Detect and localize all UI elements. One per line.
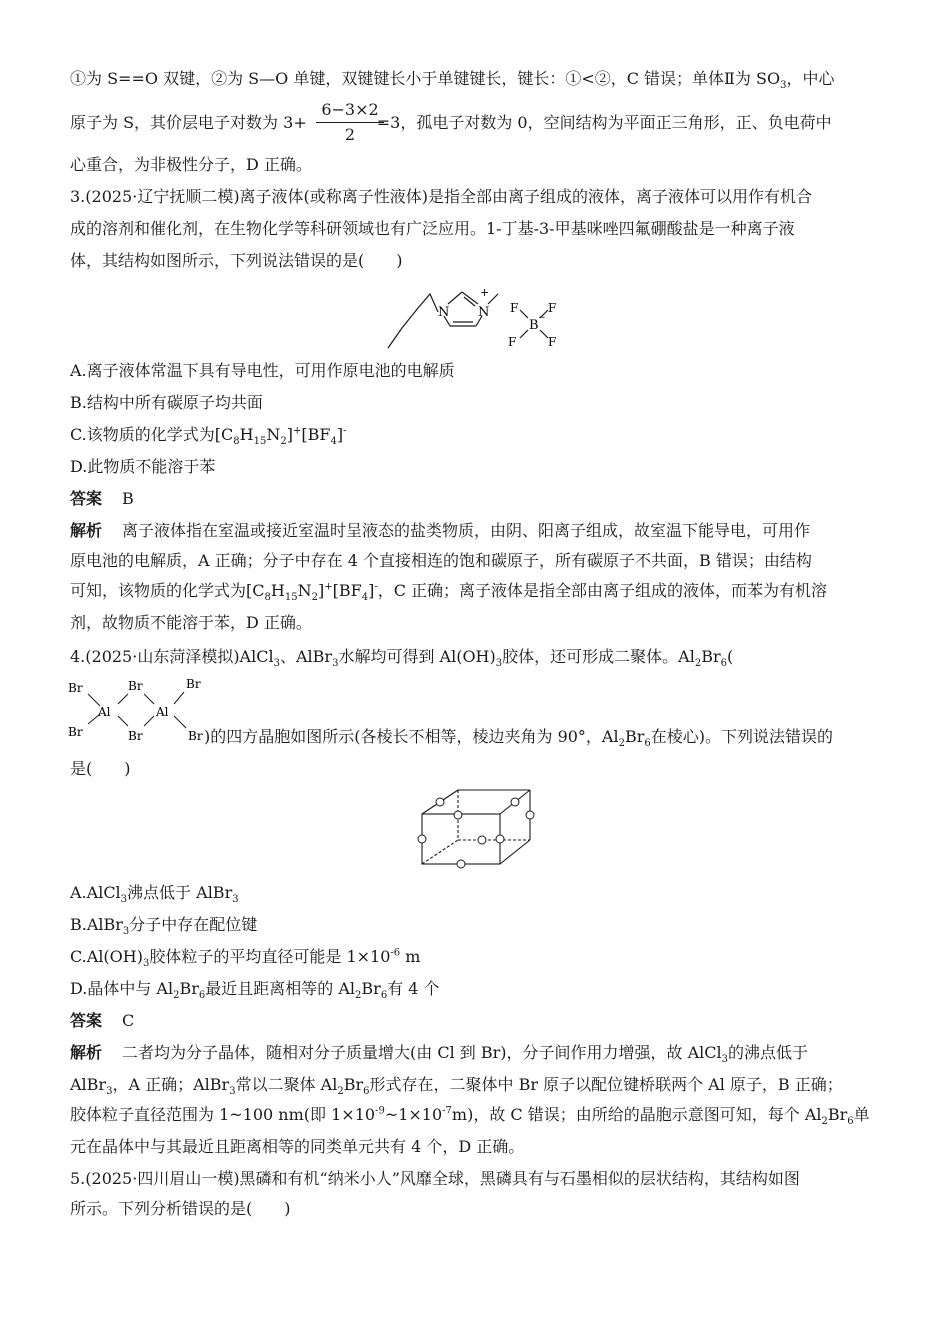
nitrogen-label: N xyxy=(438,305,450,320)
al-label: Al xyxy=(98,705,111,719)
al-br-bond xyxy=(144,694,154,704)
q4-answer: 答案 C xyxy=(70,1011,135,1030)
br-label: Br xyxy=(186,677,201,691)
q3-option-d: D.此物质不能溶于苯 xyxy=(70,457,216,476)
fraction-bar xyxy=(316,122,384,123)
q4-explanation-line-3: 胶体粒子直径范围为 1~100 nm(即 $1\times 10^{-9}\sim 1\times 10^{-7}m$)，故 C 错误；由所给的晶胞示意图可知，每个 $Al_2Br_6$单 xyxy=(70,1105,870,1128)
b-f-bond xyxy=(520,310,528,318)
al-br-bond xyxy=(174,692,184,704)
edge-center-site xyxy=(478,836,486,844)
tetragonal-unit-cell-figure xyxy=(414,784,538,870)
q4-explanation-line-4: 元在晶体中与其最近且距离相等的同类单元共有 4 个，D 正确。 xyxy=(70,1137,525,1156)
al-br-bond xyxy=(118,694,128,704)
minus-charge: − xyxy=(538,313,546,323)
edge-center-site xyxy=(526,811,534,819)
q3-option-c: C.该物质的化学式为$[C_8H_{15}N_2]^+[BF_4]^-$ xyxy=(70,425,347,448)
q4-option-a: A.AlCl$_3$沸点低于 AlBr$_3$ xyxy=(70,883,239,906)
ionic-liquid-structure-figure xyxy=(380,280,570,356)
q4-explanation-line-1: 解析 二者均为分子晶体，随相对分子质量增大(由 Cl 到 Br)，分子间作用力增强，故 AlCl$_3$的沸点低于 xyxy=(70,1043,809,1066)
q4-explanation-line-2: AlBr$_3$，A 正确；AlBr$_3$常以二聚体 $Al_2Br_6$形式存在，二聚体中 Br 原子以配位键桥联两个 Al 原子，B 正确； xyxy=(70,1075,843,1098)
b-f-bond xyxy=(540,330,548,338)
fraction xyxy=(316,100,384,145)
q3-explanation-line-3: 可知，该物质的化学式为$[C_8H_{15}N_2]^+[BF_4]^-$，C 正确；离子液体是指全部由离子组成的液体，而苯为有机溶 xyxy=(70,581,828,604)
al2br6-dimer-figure xyxy=(66,672,212,746)
boron-label: B xyxy=(529,318,539,333)
al-br-bond xyxy=(174,716,186,728)
cell-edge xyxy=(500,840,530,864)
q4-option-c: $C.Al(OH)_3$胶体粒子的平均直径可能是 $1\times 10^{-6}$ m xyxy=(70,947,421,970)
q3-answer: 答案 B xyxy=(70,489,134,508)
edge-center-site xyxy=(457,860,465,868)
br-label: Br xyxy=(68,725,83,739)
br-label: Br xyxy=(188,729,203,743)
fluorine-label: F xyxy=(548,335,557,349)
q3-explanation-line-2: 原电池的电解质，A 正确；分子中存在 4 个直接相连的饱和碳原子，所有碳原子不共面，B 错误；由结构 xyxy=(70,551,812,570)
butyl-chain xyxy=(388,294,438,348)
al-label: Al xyxy=(156,705,169,719)
ring-bond xyxy=(448,292,462,304)
q3-stem-line-3: 体，其结构如图所示，下列说法错误的是( ) xyxy=(70,251,403,270)
q5-stem-line-2: 所示。下列分析错误的是( ) xyxy=(70,1199,291,1218)
prev-explanation-line-1: ①为 S==O 双键，②为 S—O 单键，双键键长小于单键键长，键长：①<②，C 错误；单体Ⅱ为 $SO_3$，中心 xyxy=(70,69,835,92)
fraction-numerator: 6−3×2 xyxy=(321,100,379,119)
q4-stem-line-1: 4.(2025·山东菏泽模拟)AlCl$_3$、AlBr$_3$水解均可得到 $Al(OH)_3$胶体，还可形成二聚体。$Al_2Br_6$( xyxy=(70,647,734,670)
b-f-bond xyxy=(520,330,528,338)
cell-front-face xyxy=(422,814,500,864)
q5-stem-line-1: 5.(2025·四川眉山一模)黑磷和有机“纳米小人”风靡全球，黑磷具有与石墨相似的层状结构，其结构如图 xyxy=(70,1169,800,1188)
edge-center-site xyxy=(496,835,504,843)
fluorine-label: F xyxy=(508,335,517,349)
br-label: Br xyxy=(128,729,143,743)
q4-option-b: B.AlBr$_3$分子中存在配位键 xyxy=(70,915,258,938)
br-label: Br xyxy=(68,681,83,695)
q4-stem-line-2: )的四方晶胞如图所示(各棱长不相等，棱边夹角为 90°，$Al_2Br_6$在棱心)。下列说法错误的 xyxy=(204,727,834,750)
q4-stem-line-3: 是( ) xyxy=(70,759,131,778)
plus-charge: + xyxy=(480,286,490,299)
q3-stem-line-1: 3.(2025·辽宁抚顺二模)离子液体(或称离子性液体)是指全部由离子组成的液体，离子液体可以用作有机合 xyxy=(70,187,813,206)
nitrogen-label: N xyxy=(478,305,490,320)
q3-option-b: B.结构中所有碳原子均共面 xyxy=(70,393,263,412)
prev-explanation-line-3: 心重合，为非极性分子，D 正确。 xyxy=(70,155,312,174)
q3-explanation-line-4: 剂，故物质不能溶于苯，D 正确。 xyxy=(70,613,312,632)
methyl-bond xyxy=(488,294,498,304)
q3-stem-line-2: 成的溶剂和催化剂，在生物化学等科研领域也有广泛应用。1-丁基-3-甲基咪唑四氟硼酸盐是一种离子液 xyxy=(70,219,795,238)
al-br-bond xyxy=(118,716,128,726)
q3-explanation-line-1: 解析 离子液体指在室温或接近室温时呈液态的盐类物质，由阴、阳离子组成，故室温下能导电，可用作 xyxy=(70,521,811,540)
edge-center-site xyxy=(418,835,426,843)
edge-center-site xyxy=(454,811,462,819)
fraction-denominator: 2 xyxy=(344,125,356,144)
fluorine-label: F xyxy=(548,301,557,315)
q4-option-d: D.晶体中与 $Al_2Br_6$最近且距离相等的 $Al_2Br_6$有 4 个 xyxy=(70,979,440,1002)
edge-center-site xyxy=(511,798,519,806)
q3-option-a: A.离子液体常温下具有导电性，可用作原电池的电解质 xyxy=(70,361,455,380)
br-label: Br xyxy=(128,679,143,693)
fluorine-label: F xyxy=(510,301,519,315)
al-br-bond xyxy=(144,716,154,726)
cell-hidden-edge xyxy=(422,840,458,864)
edge-center-site xyxy=(436,798,444,806)
prev-explanation-line-2: 原子为 S，其价层电子对数为 3+ =3，孤电子对数为 0，空间结构为平面正三角形，正、负电荷中 xyxy=(70,113,832,132)
